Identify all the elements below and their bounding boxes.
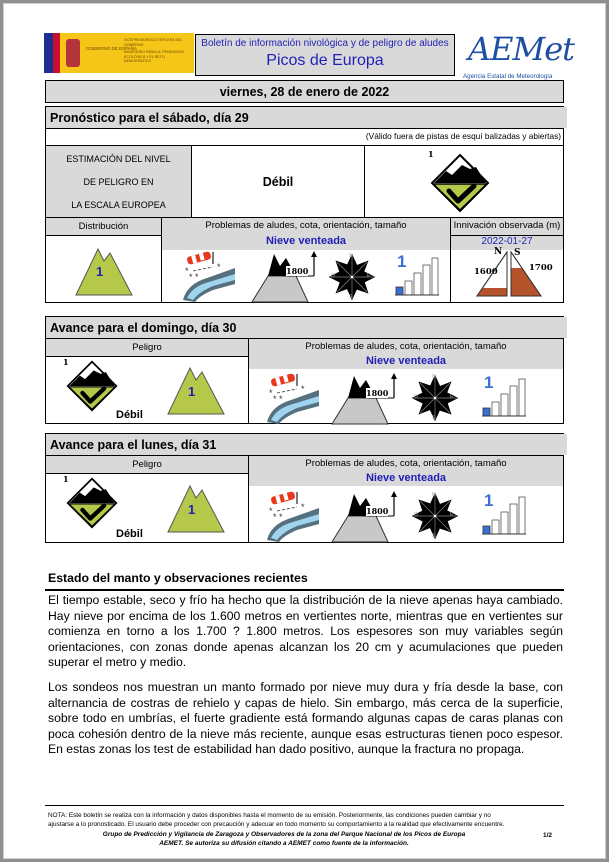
distribution-mountain-icon bbox=[74, 245, 134, 297]
sunday-distribution-number: 1 bbox=[188, 384, 196, 399]
problems-header: Problemas de aludes, cota, orientación, tamaño bbox=[205, 220, 407, 231]
sunday-danger-number: 1 bbox=[63, 357, 69, 367]
sunday-altitude-value: 1800 bbox=[366, 388, 389, 398]
compass-n: N bbox=[349, 253, 353, 259]
monday-danger-header: Peligro bbox=[46, 456, 248, 473]
altitude-value: 1800 bbox=[286, 266, 309, 276]
footer-credit-line-2: AEMET. Se autoriza su difusión citando a AEMET como fuente de la información. bbox=[159, 840, 409, 847]
compass-e: E bbox=[367, 273, 371, 279]
monday-section bbox=[45, 433, 564, 543]
monday-problem-name: Nieve venteada bbox=[365, 472, 447, 484]
sunday-size-number: 1 bbox=[484, 373, 494, 392]
monday-distribution-mountain-icon bbox=[166, 482, 226, 534]
snow-south-label: S bbox=[514, 248, 521, 258]
aemet-logo: AEMet Agencia Estatal de Meteorología bbox=[463, 30, 575, 80]
region-name: Picos de Europa bbox=[266, 52, 384, 69]
sunday-compass-s: S bbox=[432, 415, 436, 421]
monday-problems-header-box bbox=[249, 456, 563, 486]
footer-note-line-2: ajustarse a lo pronosticado. El usuario debe proceder con precaución y adecuar en todo momento su comportamiento a la realidad que efectivamente encuentre. bbox=[48, 821, 505, 828]
monday-altitude-value: 1800 bbox=[366, 506, 389, 516]
compass-o: O bbox=[331, 273, 335, 279]
monday-danger-number: 1 bbox=[63, 474, 69, 484]
size-number: 1 bbox=[397, 252, 407, 271]
snow-date: 2022-01-27 bbox=[481, 236, 533, 247]
sunday-compass-n: N bbox=[432, 374, 436, 380]
monday-title: Avance para el lunes, día 31 bbox=[46, 434, 567, 455]
danger-level-name: Débil bbox=[262, 174, 294, 189]
sunday-section bbox=[45, 316, 564, 424]
government-logo: GOBIERNO DE ESPAÑA VICEPRESIDENCIA TERCERA DEL GOBIERNO MINISTERIO PARA LA TRANSICIÓN ECOLÓGICA Y EL RETO DEMOGRÁFICO bbox=[44, 33, 194, 73]
monday-wind-slab-icon bbox=[261, 490, 321, 542]
danger-level-1-icon bbox=[430, 153, 490, 213]
monday-size-number: 1 bbox=[484, 491, 494, 510]
danger-level-number: 1 bbox=[428, 149, 434, 159]
page-number: 1/2 bbox=[543, 832, 553, 839]
validity-note: (Válido fuera de pistas de esquí balizadas y abiertas) bbox=[365, 131, 561, 141]
monday-compass-n: N bbox=[432, 492, 436, 498]
sunday-compass-o: O bbox=[414, 394, 418, 400]
bulletin-date: viernes, 28 de enero de 2022 bbox=[45, 80, 564, 103]
snow-header-box bbox=[451, 218, 563, 250]
monday-compass-o: O bbox=[414, 512, 418, 518]
sunday-danger-name: Débil bbox=[116, 409, 143, 421]
forecast-title: Pronóstico para el sábado, día 29 bbox=[46, 107, 567, 128]
footer-credit-line-1: Grupo de Predicción y Vigilancia de Zaragoza y Observadores de la zona del Parque Nacional de los Picos de Europa bbox=[102, 831, 466, 838]
monday-danger-name: Débil bbox=[116, 528, 143, 540]
footer-note-line-1: NOTA: Este boletín se realiza con la información y datos disponibles hasta el momento de su emisión. Posteriormente, las condiciones pueden cambiar y no bbox=[48, 812, 491, 819]
altitude-icon bbox=[248, 250, 318, 304]
monday-danger-level-icon bbox=[66, 477, 118, 529]
sunday-problem-name: Nieve venteada bbox=[365, 355, 447, 367]
compass-s: S bbox=[349, 294, 353, 300]
monday-compass-s: S bbox=[432, 533, 436, 539]
sunday-problems-header-box bbox=[249, 339, 563, 369]
sunday-compass-e: E bbox=[450, 394, 454, 400]
snow-header: Innivación observada (m) bbox=[453, 220, 561, 231]
distribution-header: Distribución bbox=[46, 218, 161, 235]
snow-north-altitude: 1600 bbox=[474, 267, 498, 277]
monday-distribution-number: 1 bbox=[188, 502, 196, 517]
problem-name: Nieve venteada bbox=[265, 235, 347, 247]
snowpack-paragraph-2: Los sondeos nos muestran un manto formado por nieve muy dura y fría desde la base, con alternancia de costras de rehielo y capas de hielo. Sin embargo, más cerca de la superficie, sobre todo en umbrías, el fuerte gradiente está formando algunas capas de caras planas con poca cohesión dentro de la nieve más reciente, aunque esas estructuras tienen poco espesor. En estas zonas los test de estabilidad han dado positivo, aunque la fractura no propaga. bbox=[48, 680, 563, 757]
sunday-wind-slab-icon bbox=[261, 372, 321, 424]
sunday-distribution-mountain-icon bbox=[166, 364, 226, 416]
monday-problems-header: Problemas de aludes, cota, orientación, tamaño bbox=[305, 458, 507, 469]
snow-south-altitude: 1700 bbox=[529, 263, 553, 273]
sunday-danger-level-icon bbox=[66, 360, 118, 412]
snow-north-label: N bbox=[494, 247, 503, 257]
wind-slab-icon bbox=[177, 250, 237, 302]
problems-header-box bbox=[162, 218, 450, 250]
forecast-section bbox=[45, 106, 564, 303]
sunday-altitude-icon bbox=[328, 372, 398, 426]
monday-altitude-icon bbox=[328, 490, 398, 544]
estimation-label: ESTIMACIÓN DEL NIVEL DE PELIGRO EN LA ESCALA EUROPEA bbox=[46, 146, 191, 217]
sunday-danger-header: Peligro bbox=[46, 339, 248, 356]
bulletin-page bbox=[3, 3, 606, 859]
monday-compass-e: E bbox=[450, 512, 454, 518]
sunday-title: Avance para el domingo, día 30 bbox=[46, 317, 567, 338]
snowpack-title: Estado del manto y observaciones recientes bbox=[48, 571, 308, 585]
distribution-number: 1 bbox=[96, 264, 104, 279]
bulletin-title: Boletín de información nivológica y de peligro de aludes bbox=[201, 38, 449, 49]
snowpack-paragraph-1: El tiempo estable, seco y frío ha hecho que la distribución de la nieve apenas haya cambiado. Hay nieve por encima de los 1.600 metros en vertientes norte, mientras que en vertientes sur comienza en torno a los 1.700 ? 1.800 metros. Los espesores son muy variables según orientaciones, con zonas donde apenas alcanzan los 20 cm y acumulaciones que pueden superar el metro y medio. bbox=[48, 593, 563, 670]
title-box bbox=[195, 34, 455, 76]
sunday-problems-header: Problemas de aludes, cota, orientación, tamaño bbox=[305, 341, 507, 352]
